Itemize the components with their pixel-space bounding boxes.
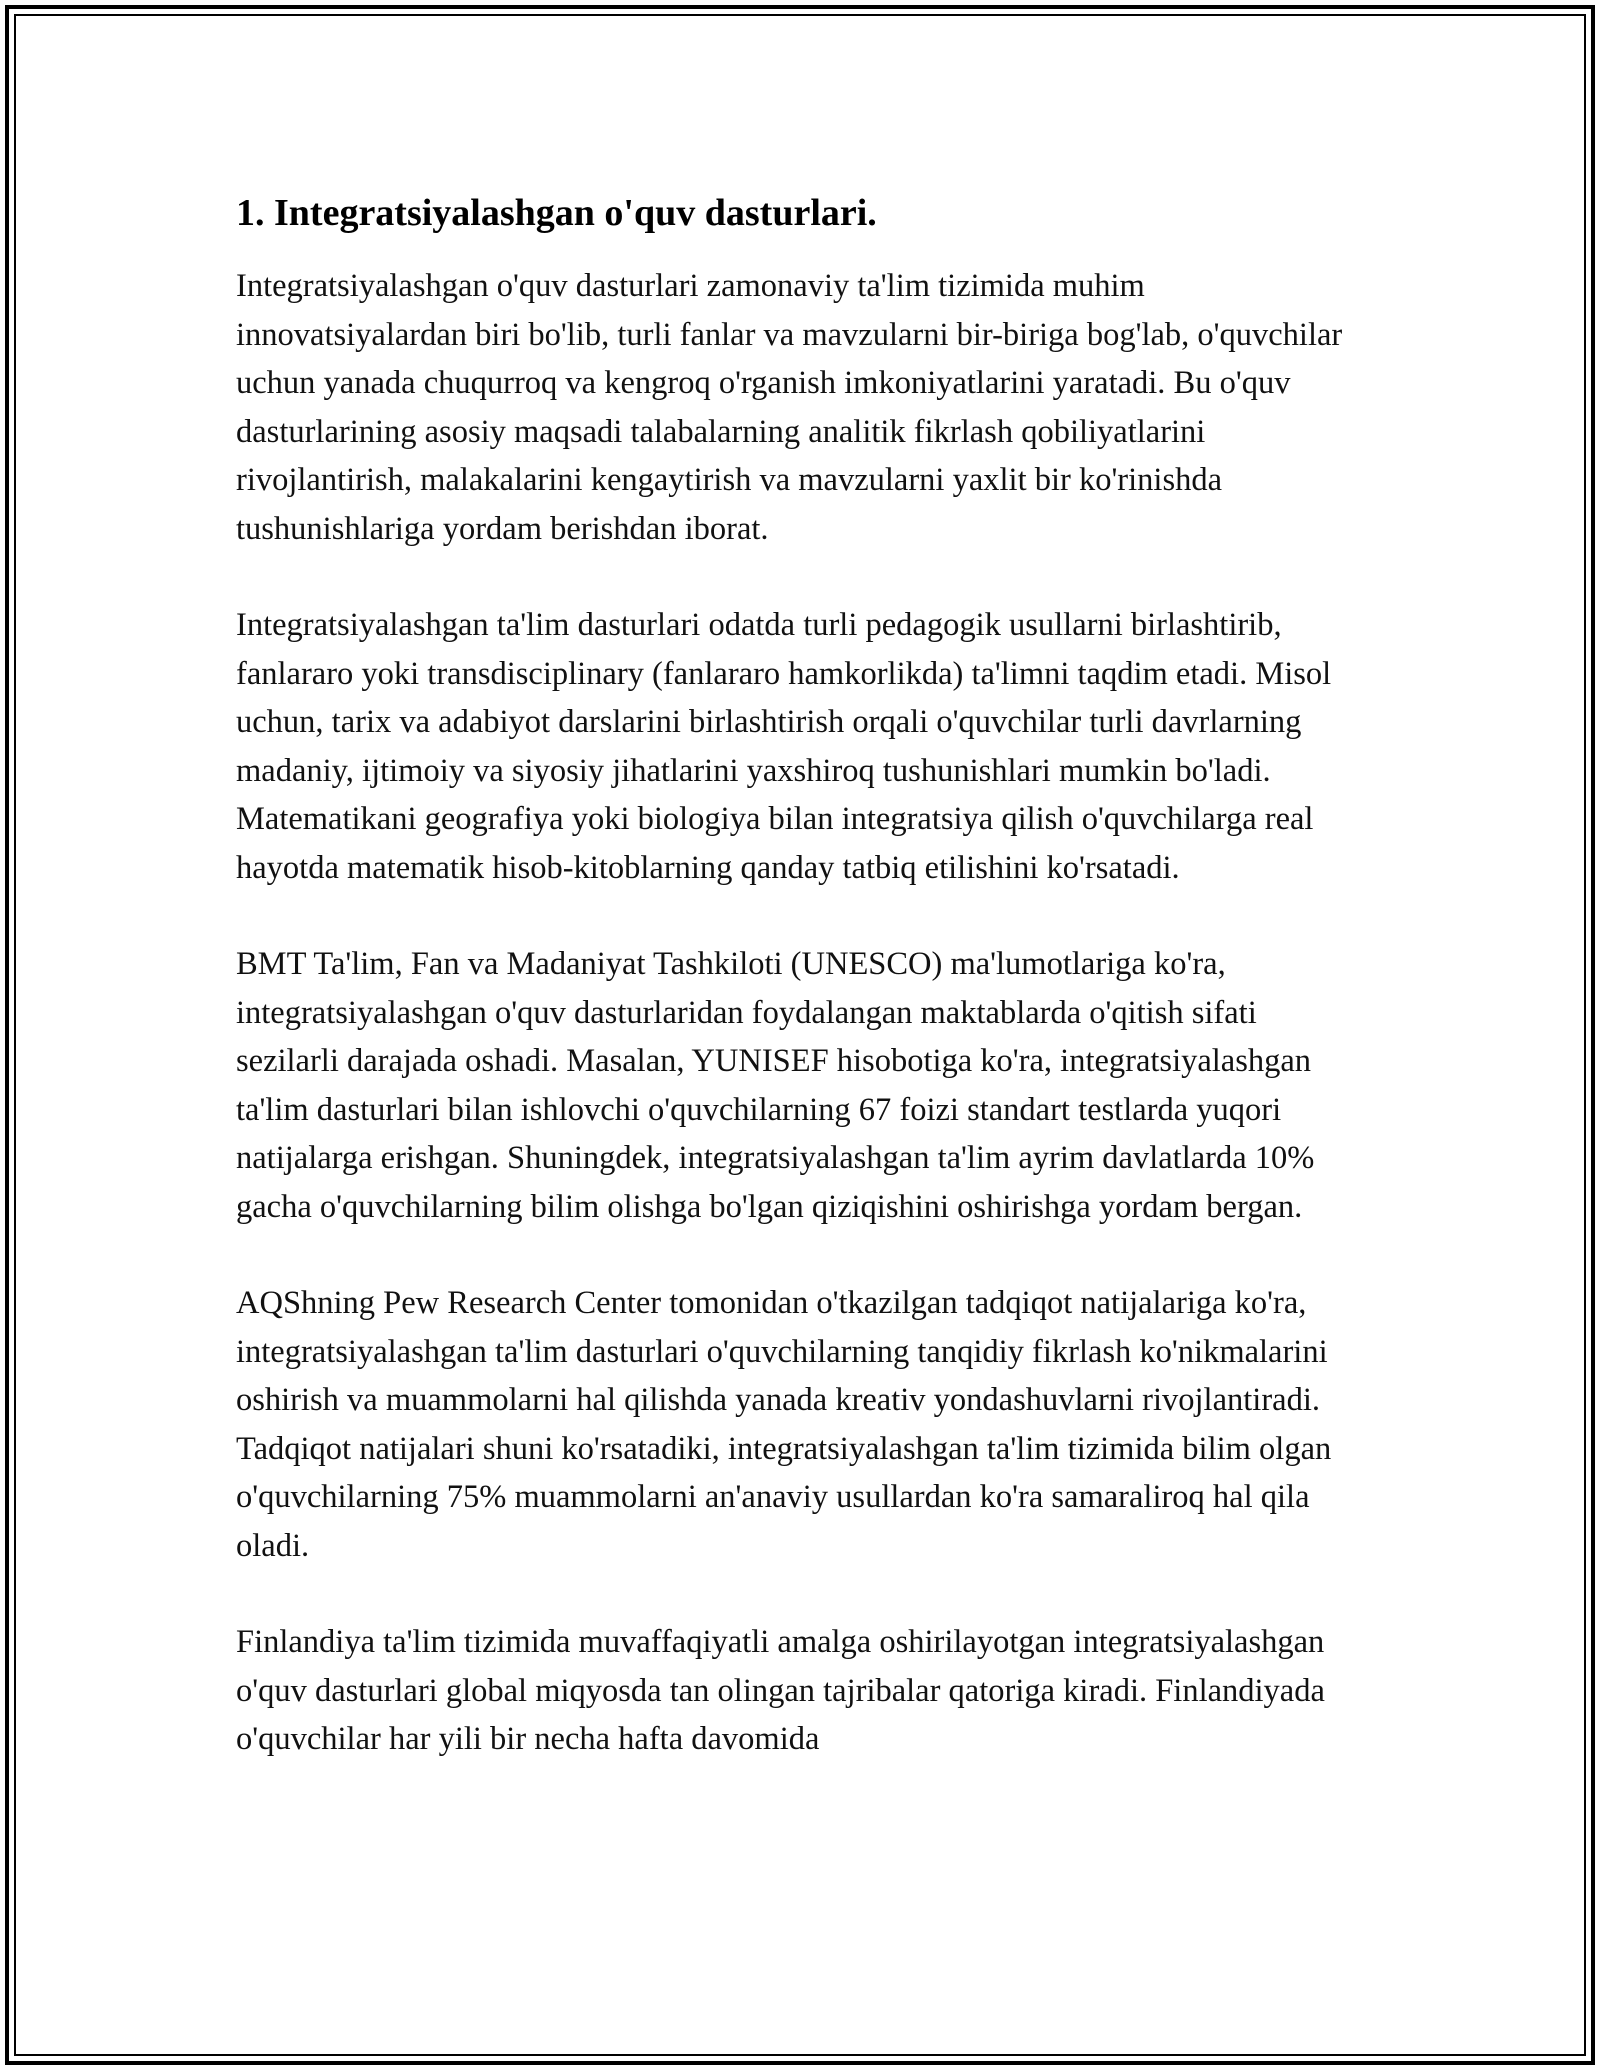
paragraph-4: AQShning Pew Research Center tomonidan o'tkazilgan tadqiqot natijalariga ko'ra, integratsiyalashgan ta'lim dasturlari o'quvchilarning tanqidiy fikrlash ko'nikmalarini oshirish va muammolarni hal qilishda yanada kreativ yondashuvlarni rivojlantiradi. Tadqiqot natijalari shuni ko'rsatadiki, integratsiyalashgan ta'lim tizimida bilim olgan o'quvchilarning 75% muammolarni an'anaviy usullardan ko'ra samaraliroq hal qila oladi. <box>236 1285 1332 1564</box>
paragraph-5: Finlandiya ta'lim tizimida muvaffaqiyatli amalga oshirilayotgan integratsiyalashgan o'quv dasturlari global miqyosda tan olingan tajribalar qatoriga kiradi. Finlandiyada o'quvchilar har yili bir necha hafta davomida <box>236 1624 1325 1757</box>
document-body <box>236 188 1366 1764</box>
paragraph-1: Integratsiyalashgan o'quv dasturlari zamonaviy ta'lim tizimida muhim innovatsiyalardan biri bo'lib, turli fanlar va mavzularni bir-biriga bog'lab, o'quvchilar uchun yanada chuqurroq va kengroq o'rganish imkoniyatlarini yaratadi. Bu o'quv dasturlarining asosiy maqsadi talabalarning analitik fikrlash qobiliyatlarini rivojlantirish, malakalarini kengaytirish va mavzularni yaxlit bir ko'rinishda tushunishlariga yordam berishdan iborat. <box>236 268 1343 547</box>
paragraph-2: Integratsiyalashgan ta'lim dasturlari odatda turli pedagogik usullarni birlashtirib, fanlararo yoki transdisciplinary (fanlararo hamkorlikda) ta'limni taqdim etadi. Misol uchun, tarix va adabiyot darslarini birlashtirish orqali o'quvchilar turli davrlarning madaniy, ijtimoiy va siyosiy jihatlarini yaxshiroq tushunishlari mumkin bo'ladi. Matematikani geografiya yoki biologiya bilan integratsiya qilish o'quvchilarga real hayotda matematik hisob-kitoblarning qanday tatbiq etilishini ko'rsatadi. <box>236 607 1332 886</box>
paragraph-3: BMT Ta'lim, Fan va Madaniyat Tashkiloti (UNESCO) ma'lumotlariga ko'ra, integratsiyalashgan o'quv dasturlaridan foydalangan maktablarda o'qitish sifati sezilarli darajada oshadi. Masalan, YUNISEF hisobotiga ko'ra, integratsiyalashgan ta'lim dasturlari bilan ishlovchi o'quvchilarning 67 foizi standart testlarda yuqori natijalarga erishgan. Shuningdek, integratsiyalashgan ta'lim ayrim davlatlarda 10% gacha o'quvchilarning bilim olishga bo'lgan qiziqishini oshirishga yordam bergan. <box>236 946 1315 1225</box>
section-heading: 1. Integratsiyalashgan o'quv dasturlari. <box>236 192 877 234</box>
